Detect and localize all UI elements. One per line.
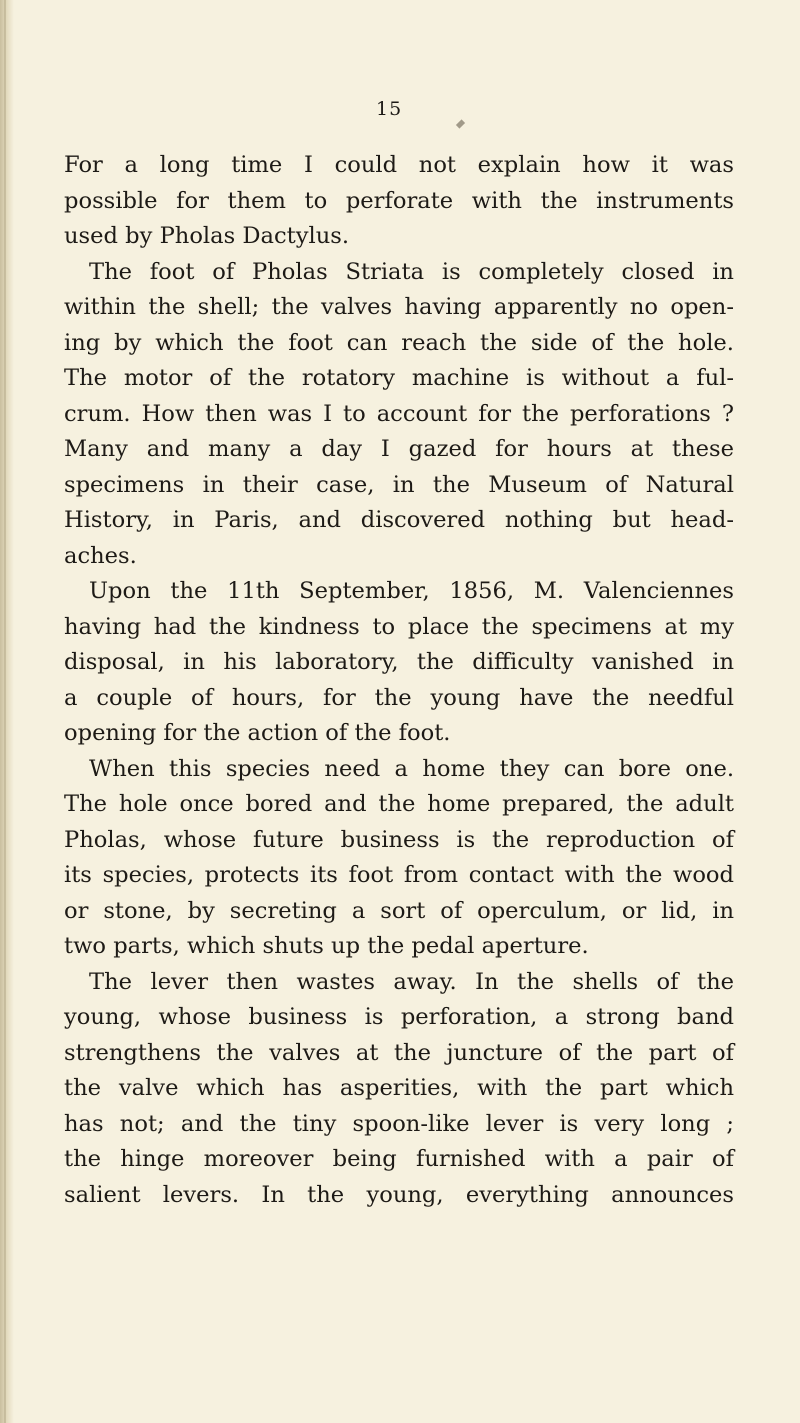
text-line: strengthens the valves at the juncture of the part of [64,1039,734,1066]
text-line: History, in Paris, and discovered nothing but head- [64,507,734,533]
text-line: the valve which has asperities, with the part which [64,1075,734,1101]
text-line: salient levers. In the young, everything announces [64,1181,734,1208]
text-line: The motor of the rotatory machine is without a ful- [64,365,734,391]
text-line: has not; and the tiny spoon-like lever is very long ; [64,1110,734,1137]
text-line: When this species need a home they can bore one. [89,755,734,782]
text-line: ing by which the foot can reach the side of the hole. [64,329,734,356]
text-line: within the shell; the valves having apparently no open- [64,294,734,320]
text-line: The foot of Pholas Striata is completely closed in [89,258,734,285]
printer-mark [456,119,465,128]
text-line: a couple of hours, for the young have the needful [64,684,734,711]
page-binding-line [4,0,6,1423]
text-line: opening for the action of the foot. [64,720,451,746]
body-text [64,148,734,1213]
text-line: Pholas, whose future business is the reproduction of [64,826,734,853]
text-line: young, whose business is perforation, a strong band [64,1004,734,1030]
text-line: specimens in their case, in the Museum of Natural [64,471,734,498]
text-line: For a long time I could not explain how it was [64,152,734,178]
text-line: possible for them to perforate with the instruments [64,187,734,214]
text-line: The hole once bored and the home prepared, the adult [64,791,734,817]
text-line: the hinge moreover being furnished with a pair of [64,1146,734,1172]
text-line: or stone, by secreting a sort of operculum, or lid, in [64,897,734,924]
page-edge [0,0,14,1423]
text-line: two parts, which shuts up the pedal aperture. [64,933,589,959]
text-line: used by Pholas Dactylus. [64,223,350,249]
text-line: Many and many a day I gazed for hours at these [64,436,734,462]
text-line: its species, protects its foot from contact with the wood [64,862,734,888]
text-line: crum. How then was I to account for the perforations ? [64,400,734,427]
text-line: The lever then wastes away. In the shells of the [89,968,734,995]
page-number: 15 [376,98,403,120]
text-line: disposal, in his laboratory, the difficulty vanished in [64,649,734,675]
text-line: aches. [64,542,137,569]
text-line: Upon the 11th September, 1856, M. Valenciennes [89,578,734,604]
text-line: having had the kindness to place the specimens at my [64,613,734,640]
